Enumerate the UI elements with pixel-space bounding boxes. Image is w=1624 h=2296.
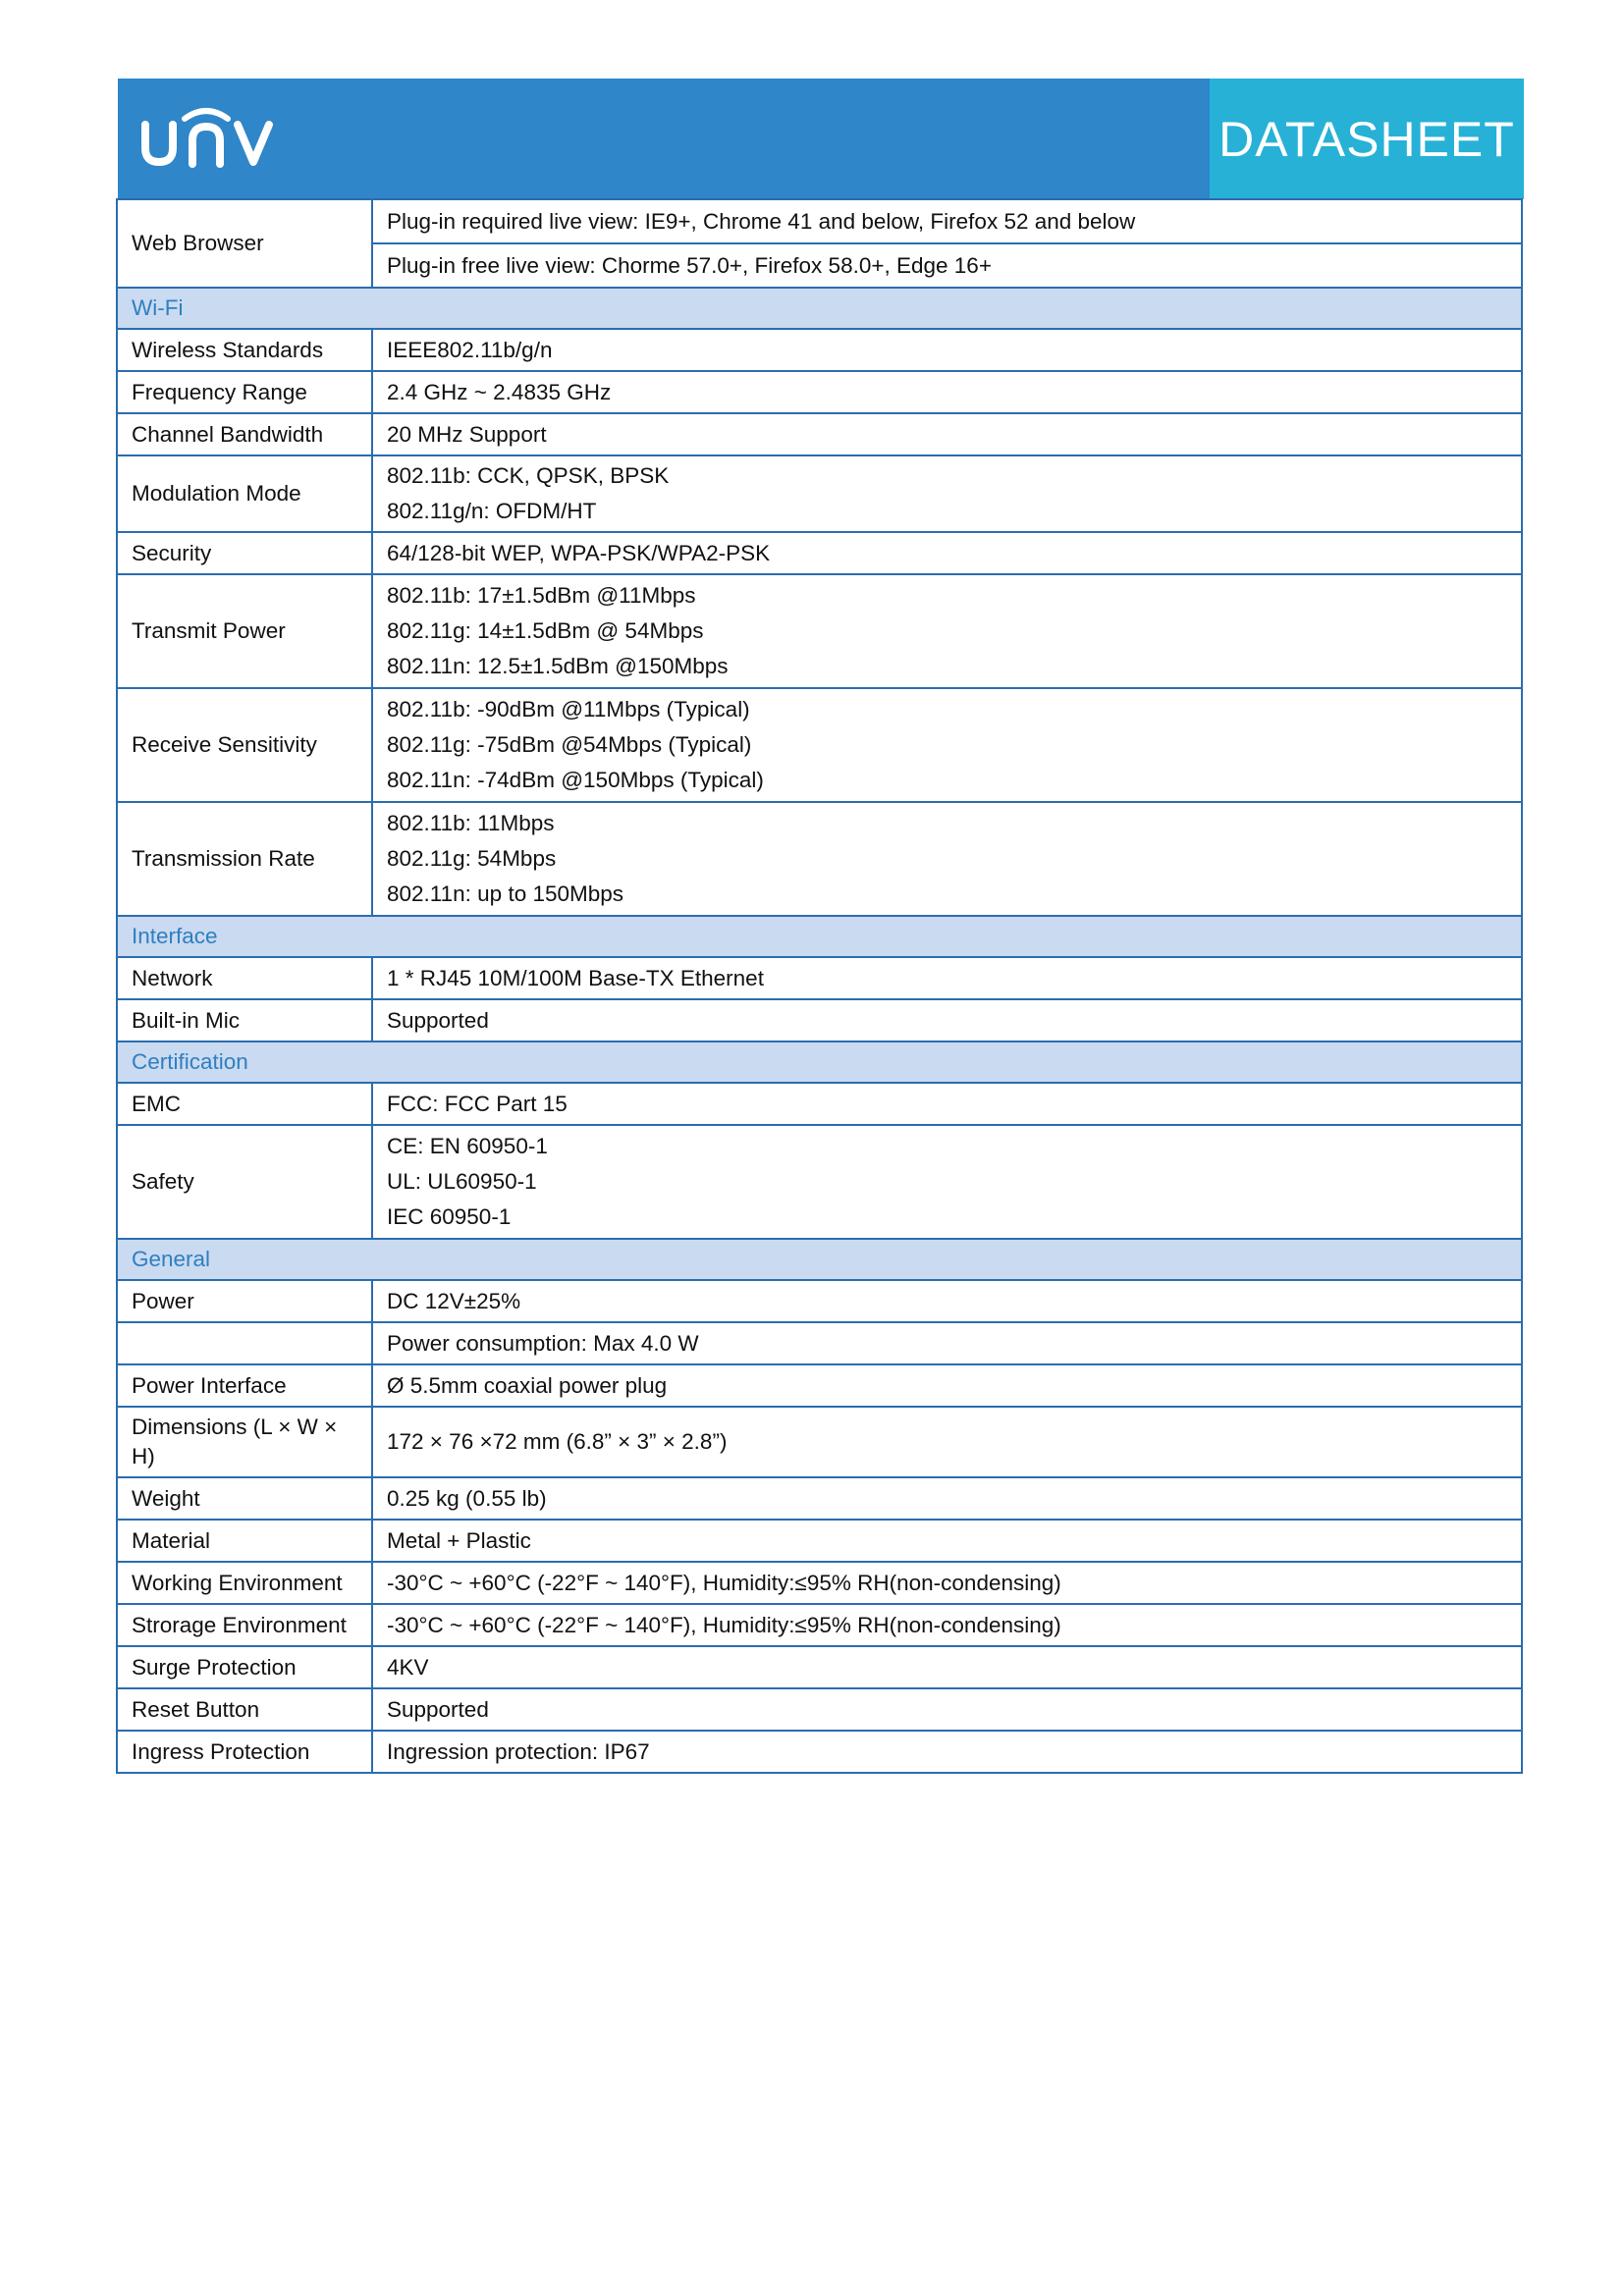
spec-row [117, 574, 1522, 688]
spec-row-web-browser [117, 199, 1522, 243]
spec-value-line: 802.11n: up to 150Mbps [387, 881, 624, 906]
spec-value [372, 1407, 1522, 1477]
spec-row [117, 1604, 1522, 1646]
spec-value-line: -30°C ~ +60°C (-22°F ~ 140°F), Humidity:≤95% RH(non-condensing) [387, 1612, 1061, 1637]
spec-table [116, 198, 1523, 1774]
spec-row [117, 329, 1522, 371]
spec-row [117, 1280, 1522, 1322]
spec-label: Transmission Rate [117, 802, 372, 916]
spec-value-line: 802.11n: -74dBm @150Mbps (Typical) [387, 768, 764, 792]
spec-row [117, 1322, 1522, 1364]
spec-row [117, 455, 1522, 532]
spec-value-line: CE: EN 60950-1 [387, 1134, 548, 1158]
spec-label: Safety [117, 1125, 372, 1239]
spec-value [372, 802, 1522, 916]
spec-value [372, 1477, 1522, 1520]
datasheet-badge [1210, 79, 1524, 199]
spec-value-line: Metal + Plastic [387, 1527, 531, 1553]
spec-value-line: 802.11b: 17±1.5dBm @11Mbps [387, 583, 696, 608]
spec-label: Weight [117, 1477, 372, 1520]
spec-value-line: 64/128-bit WEP, WPA-PSK/WPA2-PSK [387, 540, 771, 565]
spec-value-line: 0.25 kg (0.55 lb) [387, 1485, 547, 1511]
spec-value [372, 957, 1522, 999]
spec-value-line: 802.11n: 12.5±1.5dBm @150Mbps [387, 654, 729, 678]
spec-value-line: DC 12V±25% [387, 1288, 521, 1313]
spec-value-line: Supported [387, 1007, 489, 1033]
spec-value [372, 371, 1522, 413]
spec-row [117, 999, 1522, 1041]
spec-row [117, 1364, 1522, 1407]
spec-value-line: 20 MHz Support [387, 421, 547, 447]
spec-value: Plug-in free live view: Chorme 57.0+, Firefox 58.0+, Edge 16+ [372, 243, 1522, 288]
spec-value [372, 1322, 1522, 1364]
spec-value [372, 1520, 1522, 1562]
section-header-certification [117, 1041, 1522, 1083]
spec-row [117, 1083, 1522, 1125]
spec-label: Power [117, 1280, 372, 1322]
spec-value-line: 2.4 GHz ~ 2.4835 GHz [387, 379, 612, 404]
spec-value: Plug-in required live view: IE9+, Chrome 41 and below, Firefox 52 and below [372, 199, 1522, 243]
section-title: Wi-Fi [117, 288, 1522, 329]
spec-value-line: 802.11b: CCK, QPSK, BPSK [387, 463, 670, 488]
spec-value [372, 455, 1522, 532]
spec-value-line: Ingression protection: IP67 [387, 1738, 650, 1764]
spec-value [372, 574, 1522, 688]
spec-value [372, 1280, 1522, 1322]
spec-label: EMC [117, 1083, 372, 1125]
spec-label: Wireless Standards [117, 329, 372, 371]
section-title: General [117, 1239, 1522, 1280]
spec-value-line: 802.11g: 54Mbps [387, 846, 557, 871]
spec-value [372, 1083, 1522, 1125]
spec-value-line: -30°C ~ +60°C (-22°F ~ 140°F), Humidity:≤95% RH(non-condensing) [387, 1570, 1061, 1595]
spec-value [372, 999, 1522, 1041]
spec-row [117, 1407, 1522, 1477]
spec-value [372, 688, 1522, 802]
unv-logo-mark [139, 105, 287, 174]
unv-logo [118, 79, 287, 199]
section-header-interface [117, 916, 1522, 957]
spec-value [372, 1604, 1522, 1646]
spec-value [372, 1646, 1522, 1688]
spec-row [117, 1520, 1522, 1562]
spec-row [117, 1688, 1522, 1731]
spec-row [117, 1477, 1522, 1520]
spec-row [117, 1125, 1522, 1239]
spec-row [117, 688, 1522, 802]
spec-label [117, 1322, 372, 1364]
spec-row [117, 957, 1522, 999]
section-title: Interface [117, 916, 1522, 957]
spec-value [372, 532, 1522, 574]
spec-row [117, 802, 1522, 916]
spec-value [372, 1688, 1522, 1731]
spec-label: Network [117, 957, 372, 999]
spec-label: Working Environment [117, 1562, 372, 1604]
spec-label: Material [117, 1520, 372, 1562]
spec-value [372, 329, 1522, 371]
spec-label: Strorage Environment [117, 1604, 372, 1646]
spec-value [372, 1731, 1522, 1773]
spec-value-line: FCC: FCC Part 15 [387, 1091, 568, 1116]
spec-value-line: 4KV [387, 1654, 429, 1680]
spec-value-line: Supported [387, 1696, 489, 1722]
spec-value [372, 1364, 1522, 1407]
spec-label: Web Browser [117, 199, 372, 288]
spec-label: Built-in Mic [117, 999, 372, 1041]
spec-value-line: 802.11g: -75dBm @54Mbps (Typical) [387, 732, 752, 757]
spec-row [117, 371, 1522, 413]
spec-value-line: 802.11g: 14±1.5dBm @ 54Mbps [387, 618, 704, 643]
spec-label: Security [117, 532, 372, 574]
spec-row [117, 1646, 1522, 1688]
spec-value-line: 802.11b: -90dBm @11Mbps (Typical) [387, 697, 750, 721]
spec-label: Reset Button [117, 1688, 372, 1731]
spec-label: Modulation Mode [117, 455, 372, 532]
spec-value [372, 1562, 1522, 1604]
spec-value-line: IEC 60950-1 [387, 1204, 512, 1229]
datasheet-title: DATASHEET [1218, 111, 1515, 167]
spec-value-line: IEEE802.11b/g/n [387, 337, 553, 362]
spec-value-line: 172 × 76 ×72 mm (6.8” × 3” × 2.8”) [387, 1429, 728, 1454]
spec-label: Power Interface [117, 1364, 372, 1407]
spec-label: Channel Bandwidth [117, 413, 372, 455]
spec-label: Transmit Power [117, 574, 372, 688]
spec-value [372, 413, 1522, 455]
section-header-wifi [117, 288, 1522, 329]
spec-value-line: Power consumption: Max 4.0 W [387, 1330, 699, 1356]
spec-row [117, 532, 1522, 574]
spec-row [117, 1731, 1522, 1773]
spec-row [117, 413, 1522, 455]
spec-value [372, 1125, 1522, 1239]
spec-label: Ingress Protection [117, 1731, 372, 1773]
spec-value-line: 1 * RJ45 10M/100M Base-TX Ethernet [387, 965, 764, 990]
section-title: Certification [117, 1041, 1522, 1083]
spec-row [117, 1562, 1522, 1604]
spec-value-line: 802.11g/n: OFDM/HT [387, 499, 597, 523]
spec-value-line: Ø 5.5mm coaxial power plug [387, 1372, 668, 1398]
spec-label: Surge Protection [117, 1646, 372, 1688]
datasheet-header [118, 79, 1524, 199]
spec-value-line: 802.11b: 11Mbps [387, 811, 555, 835]
spec-label: Dimensions (L × W × H) [117, 1407, 372, 1477]
spec-label: Frequency Range [117, 371, 372, 413]
spec-label: Receive Sensitivity [117, 688, 372, 802]
section-header-general [117, 1239, 1522, 1280]
spec-value-line: UL: UL60950-1 [387, 1169, 537, 1194]
